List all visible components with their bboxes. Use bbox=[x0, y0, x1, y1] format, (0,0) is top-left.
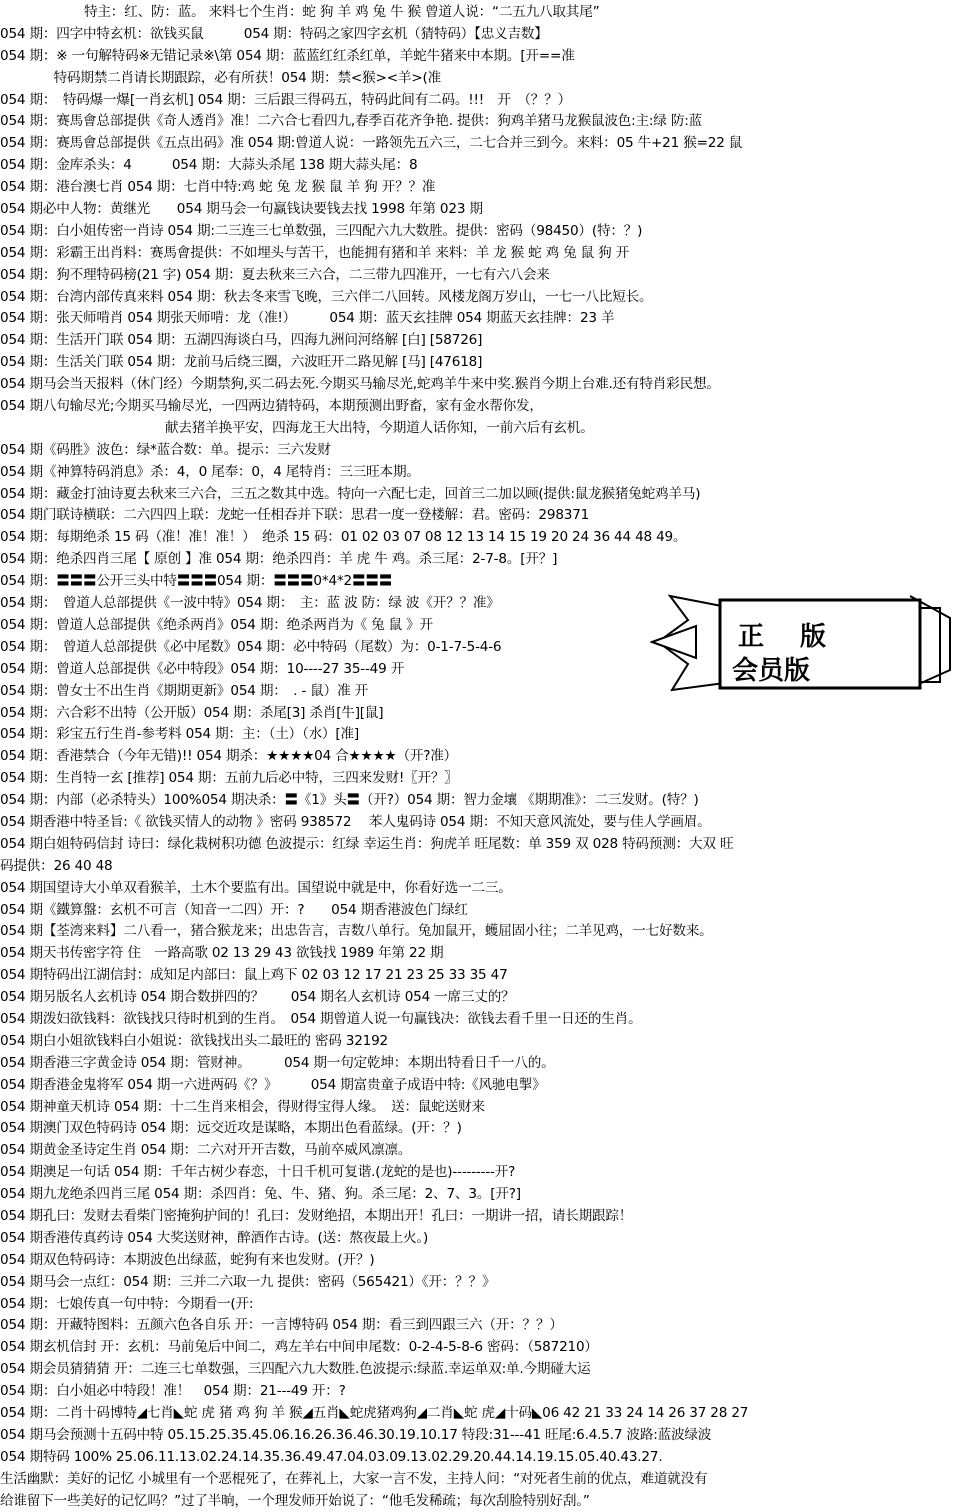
stamp-char-ban: 版 bbox=[800, 622, 827, 652]
text-line: 054 期白小姐欲钱料白小姐说：欲钱找出头二最旺的 密码 32192 bbox=[0, 1032, 389, 1049]
text-line: 054 期【荃湾来料】二八看一，猪合猴龙来；出忠告言，吉数八单行。兔加鼠开，蠖屈固小往；二羊见鸡，一七好数来。 bbox=[0, 923, 713, 940]
text-line: 054 期香港中特圣旨:《 欲钱买情人的动物 》密码 938572 苯人鬼码诗 054 期：不知天意风流处，要与佳人学画眉。 bbox=[0, 813, 711, 830]
text-line: 054 期国望诗大小单双看猴羊，土木个要监有出。国望说中就是中，你看好选一二三。 bbox=[0, 879, 512, 896]
text-line: 054 期：七娘传真一句中特：今期看一(开: bbox=[0, 1295, 254, 1312]
official-member-edition-stamp bbox=[650, 578, 955, 706]
text-line: 054 期：生活开门联 054 期：五湖四海谈白马，四海九洲问河络解 [白] [58726] bbox=[0, 332, 483, 349]
text-line: 特主：红、防：蓝。 来料七个生肖：蛇 狗 羊 鸡 兔 牛 猴 曾道人说：“二五九八取其尾” bbox=[84, 4, 600, 20]
text-line: 054 期：内部（必杀特头）100%054 期决杀：〓《1》头〓（开?）054 期：智力金壤 《期期准》：二三发财。(特？) bbox=[0, 792, 699, 809]
text-line: 054 期：※ 一句解特码※无错记录※\第 054 期：蓝蓝红红杀红单，羊蛇牛猪来中本期。[开==准 bbox=[0, 47, 575, 64]
text-line: 054 期特码出江湖信封：成知足内部曰：鼠上鸡下 02 03 12 17 21 23 25 33 35 47 bbox=[0, 967, 508, 984]
text-line: 献去猪羊换平安，四海龙王大出特，今期道人话你知，一前六后有玄机。 bbox=[165, 419, 594, 436]
text-line: 054 期玄机信封 开：玄机：马前兔后中间二，鸡左羊右中间申尾数：0-2-4-5-8-6 密码：（587210） bbox=[0, 1339, 598, 1356]
text-line: 054 期香港传真药诗 054 大奖送财神，醉酒作古诗。(送：熬夜最上火。) bbox=[0, 1229, 429, 1246]
text-line: 054 期：香港禁合（今年无错)!! 054 期杀：★★★★04 合★★★★（开?准） bbox=[0, 748, 458, 765]
text-line: 054 期：生肖特一玄 [推荐] 054 期：五前九后必中特，三四来发财!〖开？〗 bbox=[0, 770, 458, 787]
text-line: 054 期：张天师啃肖 054 期张天师啃：龙（准!） 054 期：蓝天玄挂牌 054 期蓝天玄挂牌：23 羊 bbox=[0, 310, 615, 327]
text-line: 054 期：二肖十码博特◢七肖◣蛇 虎 猪 鸡 狗 羊 猴◢五肖◣蛇虎猪鸡狗◢二肖◣蛇 虎◢十码◣06 42 21 33 24 14 26 37 28 27 bbox=[0, 1405, 749, 1421]
text-line: 054 期：港台澳七肖 054 期：七肖中特:鸡 蛇 兔 龙 猴 鼠 羊 狗 开？？准 bbox=[0, 179, 436, 196]
text-line: 054 期：赛馬會总部提供《奇人透肖》准！二六合七看四九,春季百花齐争艳. 提供：狗鸡羊猪马龙猴鼠波色:主:绿 防:蓝 bbox=[0, 113, 702, 130]
text-line: 054 期：每期绝杀 15 码（准！准！准！） 绝杀 15 码：01 02 03 07 08 12 13 14 15 19 20 24 36 44 48 49。 bbox=[0, 529, 687, 546]
text-line: 054 期： 曾道人总部提供《必中尾数》054 期：必中特码（尾数）为：0-1-7-5-4-6 bbox=[0, 638, 502, 655]
document-body bbox=[0, 2, 967, 1512]
text-line: 054 期：白小姐传密一肖诗 054 期:二三连三七单数强，三四配六九大数胜。提供：密码（98450）(特：？) bbox=[0, 222, 643, 239]
text-line: 054 期：赛馬會总部提供《五点出码》准 054 期:曾道人说：一路领先五六三，二七合并三到今。来料：05 牛+21 猴=22 鼠 bbox=[0, 135, 743, 152]
text-line: 054 期：藏金打油诗夏去秋来三六合，三五之数其中选。特向一六配七走，回首三二加以顾(提供:鼠龙猴猪兔蛇鸡羊马) bbox=[0, 485, 701, 502]
text-line: 054 期：彩宝五行生肖-参考料 054 期：主：（土）（水）[准] bbox=[0, 726, 360, 743]
text-line: 054 期：金库杀头：4 054 期：大蒜头杀尾 138 期大蒜头尾：8 bbox=[0, 157, 418, 174]
text-line: 054 期：四字中特玄机：欲钱买鼠 054 期：特码之家四字玄机（猜特码）【忠义吉数】 bbox=[0, 25, 548, 42]
text-line: 054 期必中人物：黄继光 054 期马会一句赢钱诀要钱去找 1998 年第 023 期 bbox=[0, 201, 483, 218]
text-line: 054 期：〓〓〓公开三头中特〓〓〓054 期：〓〓〓0*4*2〓〓〓 bbox=[0, 573, 393, 590]
text-line: 054 期：狗不理特码榜(21 字) 054 期：夏去秋来三六合，二三带九四准开，一七有六八会来 bbox=[0, 266, 550, 283]
text-line: 054 期澳足一句话 054 期：千年古树少春恋，十日千机可复谐.(龙蛇的是也)---------开? bbox=[0, 1164, 516, 1181]
text-line: 生活幽默：美好的记忆 小城里有一个恶棍死了，在葬礼上，大家一言不发，主持人问：“对死者生前的优点，难道就没有 bbox=[0, 1470, 708, 1487]
text-line: 054 期：曾道人总部提供《必中特段》054 期：10----27 35--49 开 bbox=[0, 660, 405, 677]
stamp-member-edition: 会员版 bbox=[732, 656, 811, 686]
text-line: 054 期特码 100% 25.06.11.13.02.24.14.35.36.49.47.04.03.09.13.02.29.20.44.14.19.15.05.40.43.27. bbox=[0, 1448, 663, 1465]
text-line: 码提供：26 40 48 bbox=[0, 857, 113, 874]
text-line: 054 期马会预测十五码中特 05.15.25.35.45.06.16.26.36.46.30.19.10.17 特段:31---41 旺尾:6.4.5.7 波路:蓝波绿波 bbox=[0, 1426, 712, 1443]
text-line: 054 期香港金鬼将军 054 期一六进两码《？》 054 期富贵童子成语中特:《风驰电掣》 bbox=[0, 1076, 546, 1093]
text-line: 054 期：台湾内部传真来料 054 期：秋去冬来雪飞晚，三六伴二八回转。风楼龙阁万岁山，一七一八比短长。 bbox=[0, 288, 653, 305]
text-line: 054 期：开藏特图料：五颜六色各自乐 开：一言博特码 054 期：看三到四跟三六（开：？？） bbox=[0, 1317, 563, 1334]
text-line: 054 期会员猜猜猜 开：二连三七单数强，三四配六九大数胜.色波提示:绿蓝.幸运单双:单.今期碰大运 bbox=[0, 1361, 591, 1378]
text-line: 给谁留下一些美好的记忆吗？”过了半晌，一个理发师开始说了：“他毛发稀疏；每次刮脸特别好刮。” bbox=[0, 1492, 590, 1509]
text-line: 054 期：生活关门联 054 期：龙前马后绕三圈，六波旺开二路见解 [马] [47618] bbox=[0, 354, 483, 371]
text-line: 054 期马会当天报料（休门经）今期禁狗,买二码去死.今期买马输尽光,蛇鸡羊牛来中奖.猴肖今期上台难.还有特肖彩民想。 bbox=[0, 376, 720, 393]
text-line: 054 期马会一点红：054 期：三并二六取一九 提供：密码（565421）《开：？？》 bbox=[0, 1273, 496, 1290]
text-line: 054 期《神算特码消息》杀：4，0 尾奉：0，4 尾特肖：三三旺本期。 bbox=[0, 463, 420, 480]
text-line: 054 期《码胜》波色：绿*蓝合数：单。提示：三六发财 bbox=[0, 441, 331, 458]
text-line: 054 期香港三字黄金诗 054 期：管财神。 054 期一句定乾坤：本期出特看日千一八的。 bbox=[0, 1054, 555, 1071]
text-line: 054 期《鐵算盤：玄机不可言（知音一二四）开：? 054 期香港波色门绿红 bbox=[0, 901, 468, 918]
text-line: 054 期门联诗横联：二六四四上联：龙蛇一任相吞并下联：思君一度一登楼解：君。密码：298371 bbox=[0, 507, 590, 524]
text-line: 054 期澳门双色特码诗 054 期：远交近攻是谋略，本期出色看蓝绿。(开：？) bbox=[0, 1120, 462, 1137]
text-line: 054 期天书传密字符 住 一路高歌 02 13 29 43 欲钱找 1989 年第 22 期 bbox=[0, 945, 444, 962]
stamp-char-zheng: 正 bbox=[738, 622, 765, 652]
text-line: 054 期双色特码诗：本期波色出绿蓝，蛇狗有来也发财。(开？) bbox=[0, 1251, 375, 1268]
text-line: 特码期禁二肖请长期跟踪，必有所获！054 期：禁<猴><羊>(准 bbox=[0, 69, 441, 86]
text-line: 054 期另版名人玄机诗 054 期合数拼四的？ 054 期名人玄机诗 054 一席三丈的？ bbox=[0, 989, 515, 1006]
text-line: 054 期：白小姐必中特段！准！ 054 期：21---49 开：? bbox=[0, 1383, 346, 1400]
text-line: 054 期： 曾道人总部提供《一波中特》054 期： 主：蓝 波 防：绿 波《开？？准》 bbox=[0, 595, 500, 612]
text-line: 054 期孔曰：发财去看柴门密掩狗护间的！孔曰：发财绝招，本期出开！孔曰：一期讲一招，请长期跟踪！ bbox=[0, 1207, 633, 1224]
text-line: 054 期八句输尽光;今期买马输尽光，一四两边猜特码，本期预测出野畜，家有金水帮你发， bbox=[0, 398, 543, 415]
text-line: 054 期：六合彩不出特（公开版）054 期：杀尾[3] 杀肖[牛][鼠] bbox=[0, 704, 384, 721]
text-line: 054 期：绝杀四肖三尾【 原创 】准 054 期：绝杀四肖：羊 虎 牛 鸡。杀三尾：2-7-8。[开？] bbox=[0, 551, 558, 568]
text-line: 054 期： 特码爆一爆[一肖玄机] 054 期：三后跟三得码五，特码此间有二码。!!! 开 （？？） bbox=[0, 91, 571, 108]
text-line: 054 期黄金圣诗定生肖 054 期：二六对开开吉数，马前卒威风凛凛。 bbox=[0, 1142, 412, 1159]
text-line: 054 期神童天机诗 054 期：十二生肖来相会，得财得宝得人缘。 送：鼠蛇送财来 bbox=[0, 1098, 485, 1115]
text-line: 054 期：彩霸王出肖料：赛馬會提供：不如埋头与苦干，也能拥有猪和羊 来料：羊 龙 猴 蛇 鸡 兔 鼠 狗 开 bbox=[0, 244, 630, 261]
text-line: 054 期：曾女士不出生肖《期期更新》054 期： . - 鼠）准 开 bbox=[0, 682, 368, 699]
text-line: 054 期白姐特码信封 诗曰：绿化栽树积功德 色波提示：红绿 幸运生肖：狗虎羊 旺尾数：单 359 双 028 特码预测：大双 旺 bbox=[0, 835, 734, 852]
text-line: 054 期九龙绝杀四肖三尾 054 期：杀四肖：兔、牛、猪、狗。杀三尾：2、7、3。[开?] bbox=[0, 1186, 521, 1203]
text-line: 054 期：曾道人总部提供《绝杀两肖》054 期：绝杀两肖为《 兔 鼠 》开 bbox=[0, 616, 433, 633]
text-line: 054 期泼妇欲钱料：欲钱找只待时机到的生肖。 054 期曾道人说一句赢钱决：欲钱去看千里一日还的生肖。 bbox=[0, 1010, 642, 1027]
